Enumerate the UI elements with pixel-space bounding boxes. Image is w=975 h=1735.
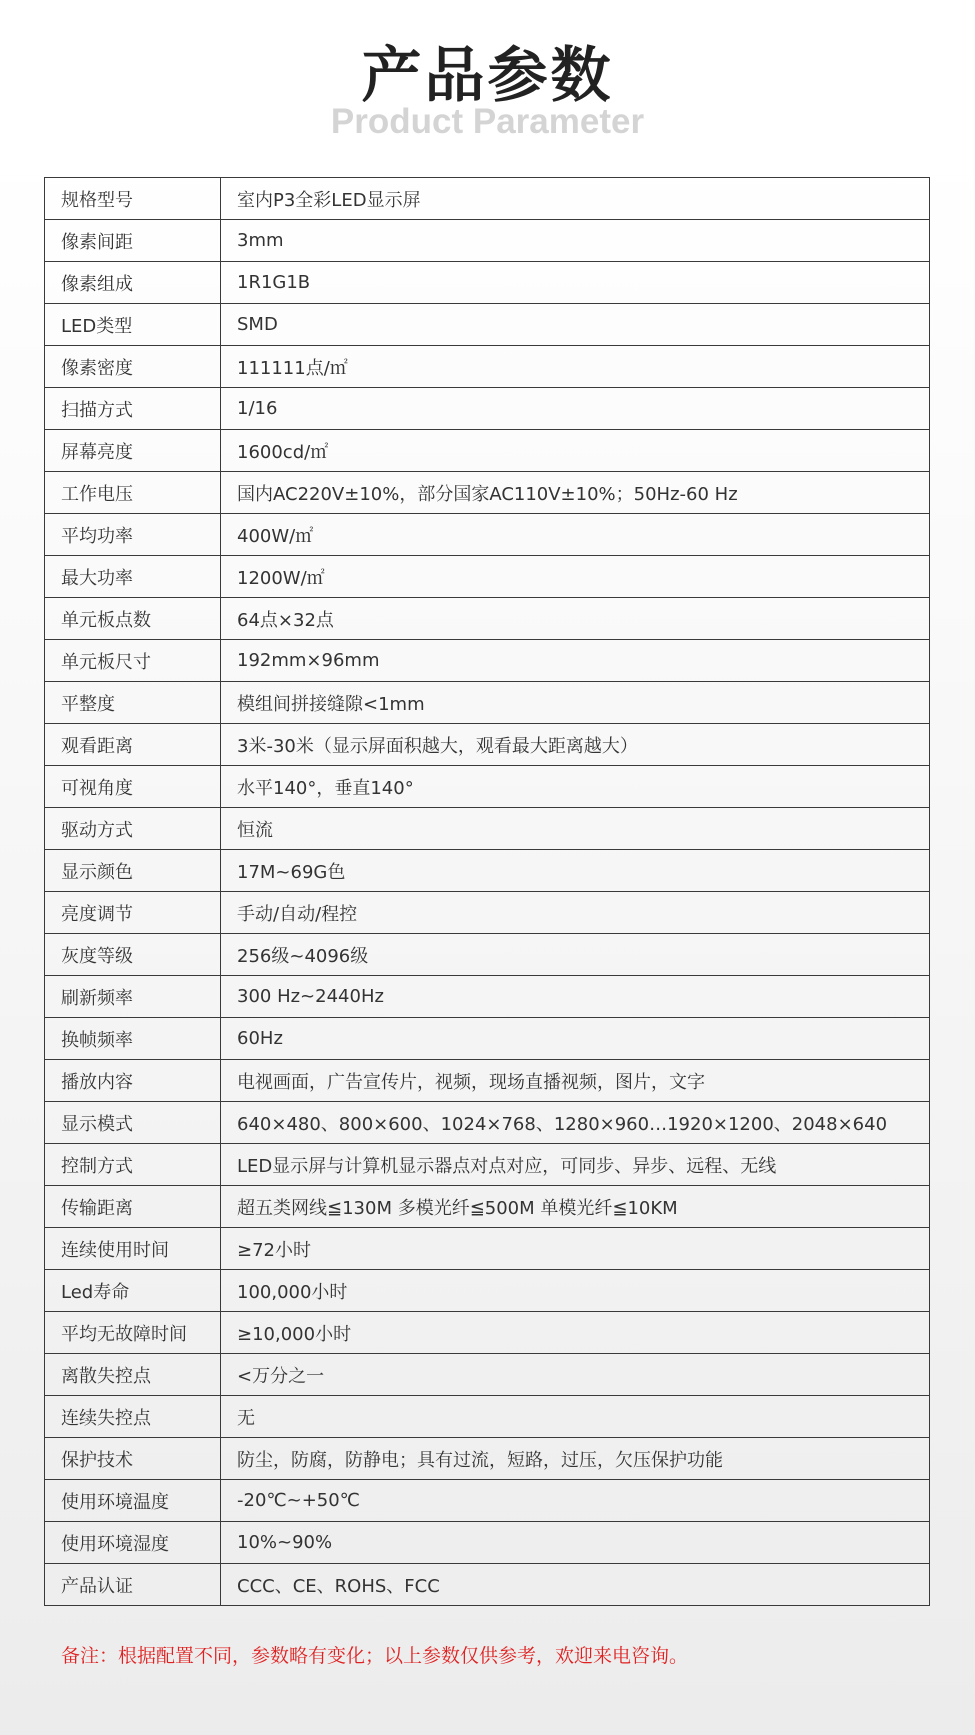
- page-header: [0, 0, 975, 160]
- table-row: [45, 1312, 930, 1354]
- param-label: 可视角度: [45, 766, 221, 808]
- param-value: 60Hz: [221, 1018, 930, 1060]
- param-value: 1200W/㎡: [221, 556, 930, 598]
- param-label: 平均功率: [45, 514, 221, 556]
- table-row: [45, 1060, 930, 1102]
- param-label: 最大功率: [45, 556, 221, 598]
- param-label: 使用环境温度: [45, 1480, 221, 1522]
- param-value: 640×480、800×600、1024×768、1280×960…1920×1200、2048×640: [221, 1102, 930, 1144]
- param-label: 刷新频率: [45, 976, 221, 1018]
- table-row: [45, 892, 930, 934]
- table-row: [45, 766, 930, 808]
- param-label: 单元板尺寸: [45, 640, 221, 682]
- table-row: [45, 346, 930, 388]
- param-value: SMD: [221, 304, 930, 346]
- table-row: [45, 724, 930, 766]
- table-row: [45, 808, 930, 850]
- param-label: 离散失控点: [45, 1354, 221, 1396]
- param-value: 17M~69G色: [221, 850, 930, 892]
- param-label: 像素密度: [45, 346, 221, 388]
- param-value: 300 Hz~2440Hz: [221, 976, 930, 1018]
- table-row: [45, 1480, 930, 1522]
- param-value: <万分之一: [221, 1354, 930, 1396]
- param-value: 64点×32点: [221, 598, 930, 640]
- param-label: 连续失控点: [45, 1396, 221, 1438]
- param-value: 1600cd/㎡: [221, 430, 930, 472]
- param-label: 传输距离: [45, 1186, 221, 1228]
- table-row: [45, 388, 930, 430]
- param-value: 无: [221, 1396, 930, 1438]
- table-row: [45, 598, 930, 640]
- param-value: 电视画面，广告宣传片，视频，现场直播视频，图片，文字: [221, 1060, 930, 1102]
- param-value: 192mm×96mm: [221, 640, 930, 682]
- table-row: [45, 1186, 930, 1228]
- param-value: LED显示屏与计算机显示器点对点对应，可同步、异步、远程、无线: [221, 1144, 930, 1186]
- param-label: 播放内容: [45, 1060, 221, 1102]
- param-label: Led寿命: [45, 1270, 221, 1312]
- param-label: 灰度等级: [45, 934, 221, 976]
- table-row: [45, 976, 930, 1018]
- parameter-table: [44, 177, 930, 1606]
- table-row: [45, 934, 930, 976]
- param-label: 像素组成: [45, 262, 221, 304]
- param-label: 扫描方式: [45, 388, 221, 430]
- table-row: [45, 556, 930, 598]
- param-value: ≥10,000小时: [221, 1312, 930, 1354]
- param-value: 111111点/㎡: [221, 346, 930, 388]
- footnote: 备注：根据配置不同，参数略有变化；以上参数仅供参考，欢迎来电咨询。: [61, 1645, 689, 1667]
- param-value: CCC、CE、ROHS、FCC: [221, 1564, 930, 1606]
- param-label: 平均无故障时间: [45, 1312, 221, 1354]
- table-row: [45, 640, 930, 682]
- table-row: [45, 1270, 930, 1312]
- param-value: 室内P3全彩LED显示屏: [221, 178, 930, 220]
- table-row: [45, 1522, 930, 1564]
- param-label: 像素间距: [45, 220, 221, 262]
- param-label: 亮度调节: [45, 892, 221, 934]
- param-label: 平整度: [45, 682, 221, 724]
- param-value: 手动/自动/程控: [221, 892, 930, 934]
- table-row: [45, 1102, 930, 1144]
- page-title: 产品参数: [361, 41, 614, 111]
- param-value: 256级~4096级: [221, 934, 930, 976]
- param-value: 10%~90%: [221, 1522, 930, 1564]
- param-value: 3mm: [221, 220, 930, 262]
- table-row: [45, 430, 930, 472]
- param-value: 1/16: [221, 388, 930, 430]
- param-label: 换帧频率: [45, 1018, 221, 1060]
- param-label: 观看距离: [45, 724, 221, 766]
- table-row: [45, 1144, 930, 1186]
- param-value: 3米-30米（显示屏面积越大，观看最大距离越大）: [221, 724, 930, 766]
- table-row: [45, 262, 930, 304]
- table-row: [45, 514, 930, 556]
- param-label: 连续使用时间: [45, 1228, 221, 1270]
- param-label: LED类型: [45, 304, 221, 346]
- table-row: [45, 1018, 930, 1060]
- table-row: [45, 1228, 930, 1270]
- param-value: 模组间拼接缝隙<1mm: [221, 682, 930, 724]
- param-label: 显示颜色: [45, 850, 221, 892]
- param-label: 驱动方式: [45, 808, 221, 850]
- param-label: 使用环境湿度: [45, 1522, 221, 1564]
- table-row: [45, 1438, 930, 1480]
- table-row: [45, 178, 930, 220]
- param-label: 规格型号: [45, 178, 221, 220]
- param-label: 屏幕亮度: [45, 430, 221, 472]
- param-label: 保护技术: [45, 1438, 221, 1480]
- param-value: 水平140°，垂直140°: [221, 766, 930, 808]
- param-value: 1R1G1B: [221, 262, 930, 304]
- param-label: 显示模式: [45, 1102, 221, 1144]
- param-label: 单元板点数: [45, 598, 221, 640]
- param-value: 恒流: [221, 808, 930, 850]
- table-row: [45, 220, 930, 262]
- page-subtitle: Product Parameter: [330, 102, 645, 141]
- table-row: [45, 1354, 930, 1396]
- param-value: ≥72小时: [221, 1228, 930, 1270]
- table-row: [45, 1564, 930, 1606]
- param-label: 产品认证: [45, 1564, 221, 1606]
- parameter-table-body: [45, 178, 930, 1606]
- table-row: [45, 850, 930, 892]
- param-label: 控制方式: [45, 1144, 221, 1186]
- param-value: 超五类网线≦130M 多模光纤≦500M 单模光纤≦10KM: [221, 1186, 930, 1228]
- param-value: -20℃~+50℃: [221, 1480, 930, 1522]
- param-value: 国内AC220V±10%，部分国家AC110V±10%；50Hz-60 Hz: [221, 472, 930, 514]
- param-label: 工作电压: [45, 472, 221, 514]
- param-value: 100,000小时: [221, 1270, 930, 1312]
- table-row: [45, 472, 930, 514]
- table-row: [45, 304, 930, 346]
- param-value: 400W/㎡: [221, 514, 930, 556]
- param-value: 防尘，防腐，防静电；具有过流，短路，过压，欠压保护功能: [221, 1438, 930, 1480]
- table-row: [45, 1396, 930, 1438]
- table-row: [45, 682, 930, 724]
